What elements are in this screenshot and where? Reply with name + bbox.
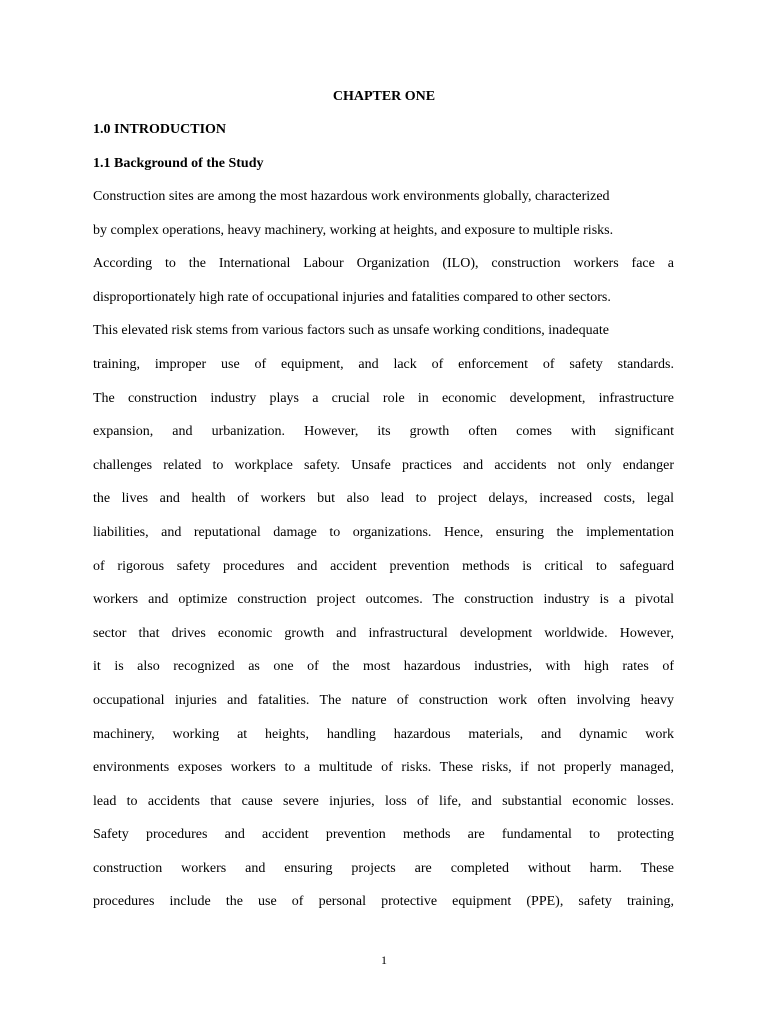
body-paragraph [93, 188, 674, 927]
body-line: liabilities, and reputational damage to organizations. Hence, ensuring the implementation [93, 524, 674, 540]
body-line: Safety procedures and accident prevention methods are fundamental to protecting [93, 827, 674, 843]
chapter-title: CHAPTER ONE [332, 89, 436, 104]
body-line: According to the International Labour Organization (ILO), construction workers face a [93, 256, 674, 272]
section-heading: 1.0 INTRODUCTION [93, 122, 227, 137]
body-line: The construction industry plays a crucial role in economic development, infrastructure [93, 390, 674, 406]
body-line: machinery, working at heights, handling hazardous materials, and dynamic work [93, 726, 674, 742]
body-line: environments exposes workers to a multitude of risks. These risks, if not properly managed, [93, 760, 674, 776]
body-line: This elevated risk stems from various factors such as unsafe working conditions, inadequate [93, 323, 609, 339]
body-line: training, improper use of equipment, and lack of enforcement of safety standards. [93, 356, 674, 372]
body-line: challenges related to workplace safety. Unsafe practices and accidents not only endanger [93, 457, 674, 473]
body-line: Construction sites are among the most hazardous work environments globally, characterized [93, 189, 610, 204]
body-line: by complex operations, heavy machinery, working at heights, and exposure to multiple risks. [93, 222, 614, 238]
body-line: expansion, and urbanization. However, its growth often comes with significant [93, 424, 674, 440]
body-line: workers and optimize construction project outcomes. The construction industry is a pivotal [93, 592, 674, 608]
body-line: procedures include the use of personal protective equipment (PPE), safety training, [93, 894, 674, 910]
body-line: lead to accidents that cause severe injuries, loss of life, and substantial economic losses. [93, 793, 674, 809]
body-line: sector that drives economic growth and infrastructural development worldwide. However, [93, 625, 674, 641]
body-line: occupational injuries and fatalities. The nature of construction work often involving heavy [93, 692, 674, 708]
subsection-heading: 1.1 Background of the Study [93, 156, 264, 171]
body-line: it is also recognized as one of the most hazardous industries, with high rates of [93, 659, 674, 675]
page-number: 1 [381, 953, 387, 967]
body-line: construction workers and ensuring projects are completed without harm. These [93, 860, 674, 876]
body-line: disproportionately high rate of occupational injuries and fatalities compared to other sectors. [93, 289, 611, 305]
body-line: the lives and health of workers but also lead to project delays, increased costs, legal [93, 491, 674, 507]
body-line: of rigorous safety procedures and accident prevention methods is critical to safeguard [93, 558, 674, 574]
